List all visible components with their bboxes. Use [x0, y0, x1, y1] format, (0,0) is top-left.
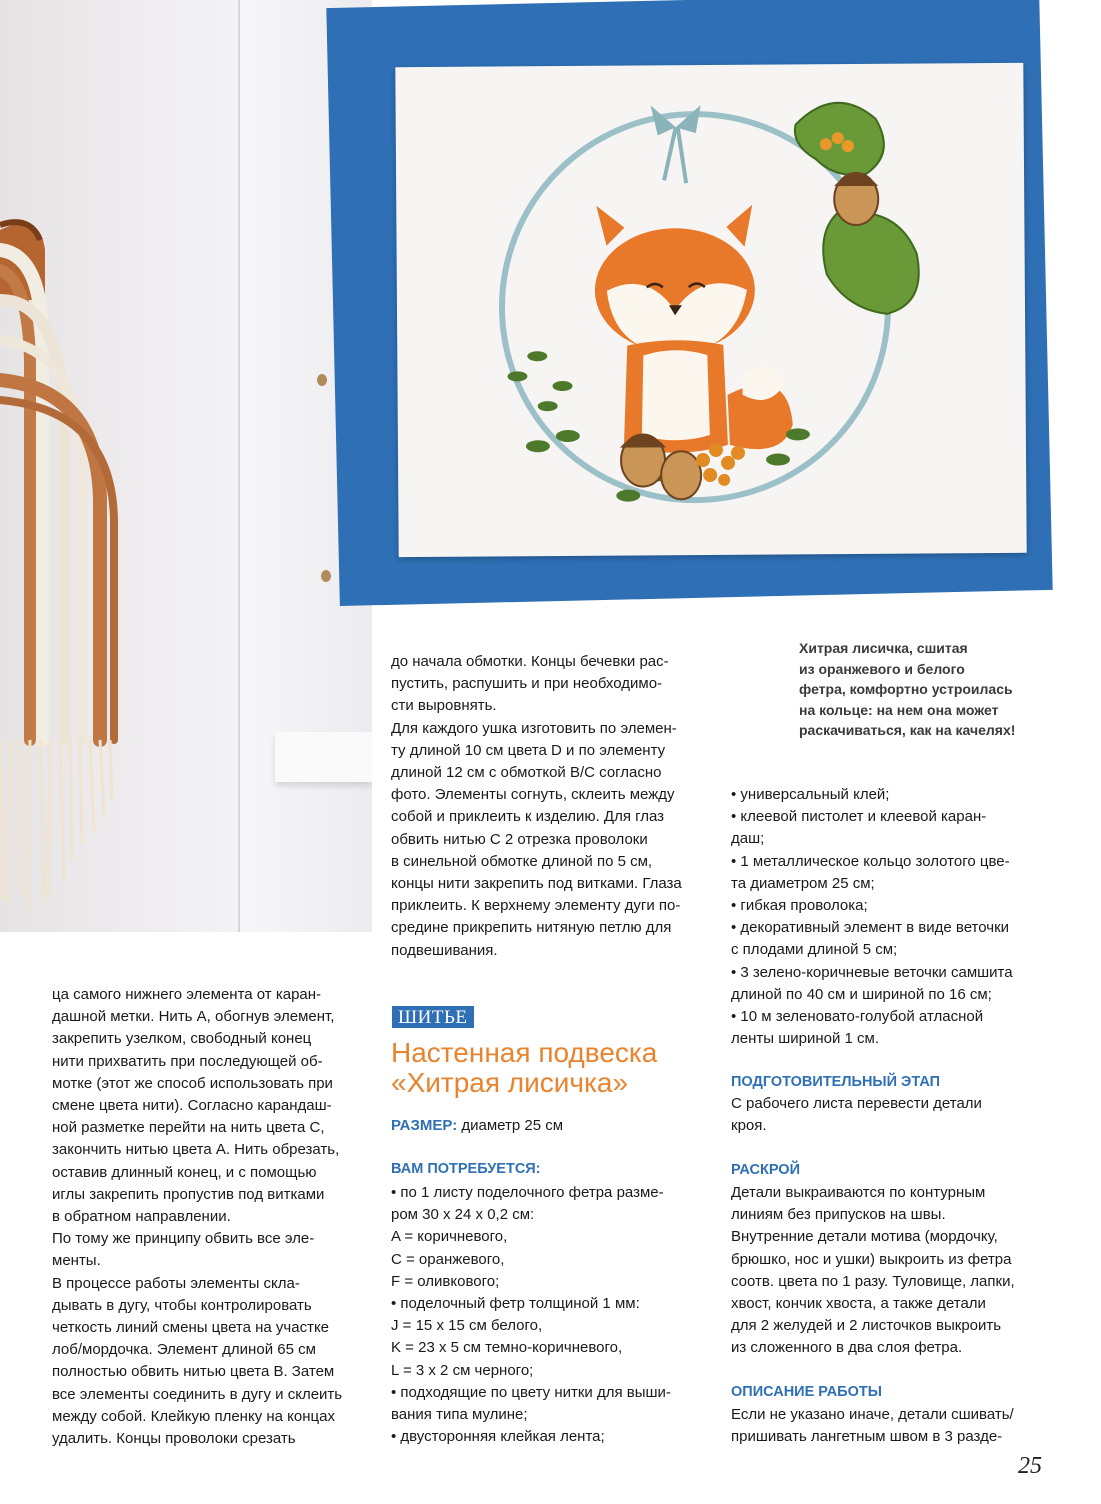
- list-item: длиной по 40 см и шириной по 16 см;: [731, 985, 992, 1003]
- list-item: • 3 зелено-коричневые веточки самшита: [731, 963, 1013, 981]
- fox-wreath-illustration: [395, 63, 1026, 557]
- text-line: С рабочего листа перевести детали: [731, 1095, 982, 1112]
- list-item: • двусторонняя клейкая лента;: [391, 1428, 605, 1446]
- cut-heading: РАСКРОЙ: [731, 1162, 801, 1178]
- list-item: ром 30 х 24 х 0,2 см:: [391, 1206, 535, 1224]
- text-line: длиной 12 см с обмоткой B/C согласно: [391, 764, 662, 782]
- text-line: Если не указано иначе, детали сшивать/: [731, 1406, 1014, 1423]
- section-tag: ШИТЬЕ: [392, 1006, 474, 1028]
- list-item: • подходящие по цвету нитки для выши-: [391, 1383, 671, 1401]
- needs-list: [391, 1182, 721, 1448]
- text-line: мотке (этот же способ использовать при: [52, 1074, 333, 1092]
- list-item: J = 15 х 15 см белого,: [391, 1317, 543, 1335]
- fox-wreath-photo: [395, 63, 1026, 557]
- needs-heading: ВАМ ПОТРЕБУЕТСЯ:: [391, 1161, 541, 1177]
- title-line: «Хитрая лисичка»: [391, 1067, 629, 1098]
- right-column-list: [731, 784, 1071, 1050]
- list-item: A = коричневого,: [391, 1228, 508, 1246]
- size-label: РАЗМЕР:: [391, 1117, 458, 1134]
- work-text: [731, 1404, 1071, 1448]
- caption-line: фетра, комфортно устроилась: [799, 681, 1013, 697]
- list-item: с плодами длиной 5 см;: [731, 941, 898, 959]
- text-line: пустить, распушить и при необходимо-: [391, 675, 663, 693]
- list-item: вания типа мулине;: [391, 1406, 528, 1424]
- text-line: для 2 желудей и 2 листочков выкроить: [731, 1317, 1002, 1335]
- list-item: K = 23 х 5 см темно-коричневого,: [391, 1339, 623, 1357]
- list-item: • 10 м зеленовато-голубой атласной: [731, 1008, 984, 1026]
- list-item: даш;: [731, 830, 765, 848]
- prep-heading: ПОДГОТОВИТЕЛЬНЫЙ ЭТАП: [731, 1074, 941, 1090]
- text-line: пришивать лангетным швом в 3 разде-: [731, 1428, 1003, 1446]
- text-line: закрепить узелком, свободный конец: [52, 1030, 312, 1048]
- prep-text: [731, 1093, 1071, 1137]
- text-line: кроя.: [731, 1117, 767, 1135]
- photo-caption: [799, 638, 1059, 741]
- text-line: сти выровнять.: [391, 697, 497, 715]
- middle-column-top-text: [391, 651, 711, 962]
- text-line: между собой. Клейкую пленку на концах: [52, 1407, 335, 1425]
- list-item: L = 3 х 2 см черного;: [391, 1361, 534, 1379]
- text-line: По тому же принципу обвить все эле-: [52, 1230, 315, 1248]
- list-item: • гибкая проволока;: [731, 897, 868, 915]
- list-item: • по 1 листу поделочного фетра разме-: [391, 1184, 664, 1201]
- list-item: F = оливкового;: [391, 1272, 500, 1290]
- text-line: иглы закрепить пропустив под витками: [52, 1185, 325, 1203]
- text-line: фото. Элементы согнуть, склеить между: [391, 786, 675, 804]
- page-number: 25: [1018, 1453, 1042, 1479]
- text-line: концы нити закрепить под витками. Глаза: [391, 875, 682, 893]
- list-item: • декоративный элемент в виде веточки: [731, 919, 1010, 937]
- text-line: дашной метки. Нить A, обогнув элемент,: [52, 1008, 335, 1026]
- text-line: подвешивания.: [391, 941, 498, 959]
- text-line: смене цвета нити). Согласно карандаш-: [52, 1097, 332, 1115]
- text-line: хвост, кончик хвоста, а также детали: [731, 1295, 986, 1313]
- text-line: собой и приклеить к изделию. Для глаз: [391, 808, 665, 826]
- work-heading: ОПИСАНИЕ РАБОТЫ: [731, 1384, 882, 1400]
- list-item: C = оранжевого,: [391, 1250, 505, 1268]
- text-line: Детали выкраиваются по контурным: [731, 1184, 986, 1201]
- list-item: • поделочный фетр толщиной 1 мм:: [391, 1295, 640, 1313]
- list-item: • универсальный клей;: [731, 786, 890, 803]
- list-item: • 1 металлическое кольцо золотого цве-: [731, 852, 1010, 870]
- text-line: закончить нитью цвета A. Нить обрезать,: [52, 1141, 340, 1159]
- text-line: до начала обмотки. Концы бечевки рас-: [391, 653, 669, 670]
- text-line: Внутренние детали мотива (мордочку,: [731, 1228, 998, 1246]
- text-line: средине прикрепить нитяную петлю для: [391, 919, 672, 937]
- size-value: диаметр 25 см: [461, 1117, 564, 1134]
- text-line: в синельной обмотке длиной по 5 см,: [391, 852, 653, 870]
- list-item: ленты шириной 1 см.: [731, 1030, 879, 1048]
- title-line: Настенная подвеска: [391, 1037, 658, 1068]
- article-title: [391, 1038, 721, 1098]
- text-line: удалить. Концы проволоки срезать: [52, 1430, 296, 1448]
- caption-line: раскачиваться, как на качелях!: [799, 722, 1016, 738]
- left-column-text: [52, 984, 382, 1450]
- text-line: ту длиной 10 см цвета D и по элементу: [391, 741, 666, 759]
- text-line: нити прихватить при последующей об-: [52, 1052, 323, 1070]
- list-item: • клеевой пистолет и клеевой каран-: [731, 808, 987, 826]
- text-line: ной разметке перейти на нить цвета C,: [52, 1119, 325, 1137]
- text-line: лоб/мордочка. Элемент длиной 65 см: [52, 1341, 316, 1359]
- cut-text: [731, 1182, 1071, 1360]
- caption-line: Хитрая лисичка, сшитая: [799, 640, 968, 656]
- text-line: Для каждого ушка изготовить по элемен-: [391, 719, 677, 737]
- text-line: приклеить. К верхнему элементу дуги по-: [391, 897, 681, 915]
- macrame-rainbow-illustration: [0, 0, 372, 932]
- text-line: брюшко, нос и ушки) выкроить из фетра: [731, 1250, 1012, 1268]
- text-line: все элементы соединить в дугу и склеить: [52, 1385, 343, 1403]
- text-line: линиям без припусков на швы.: [731, 1206, 946, 1224]
- text-line: соотв. цвета по 1 разу. Туловище, лапки,: [731, 1272, 1015, 1290]
- text-line: из сложенного в два слоя фетра.: [731, 1339, 963, 1357]
- size-line: [391, 1115, 721, 1137]
- caption-line: на кольце: на нем она может: [799, 701, 999, 718]
- text-line: дывать в дугу, чтобы контролировать: [52, 1296, 312, 1314]
- text-line: В процессе работы элементы скла-: [52, 1274, 300, 1292]
- text-line: в обратном направлении.: [52, 1208, 231, 1226]
- text-line: менты.: [52, 1252, 101, 1270]
- text-line: полностью обвить нитью цвета B. Затем: [52, 1363, 335, 1381]
- text-line: оставив длинный конец, и с помощью: [52, 1163, 317, 1181]
- macrame-photo: [0, 0, 372, 932]
- section-tag-wrap: [392, 1007, 474, 1029]
- list-item: та диаметром 25 см;: [731, 874, 875, 892]
- text-line: обвить нитью C 2 отрезка проволоки: [391, 830, 648, 848]
- caption-line: из оранжевого и белого: [799, 660, 965, 677]
- text-line: ца самого нижнего элемента от каран-: [52, 986, 322, 1003]
- text-line: четкость линий смены цвета на участке: [52, 1319, 330, 1337]
